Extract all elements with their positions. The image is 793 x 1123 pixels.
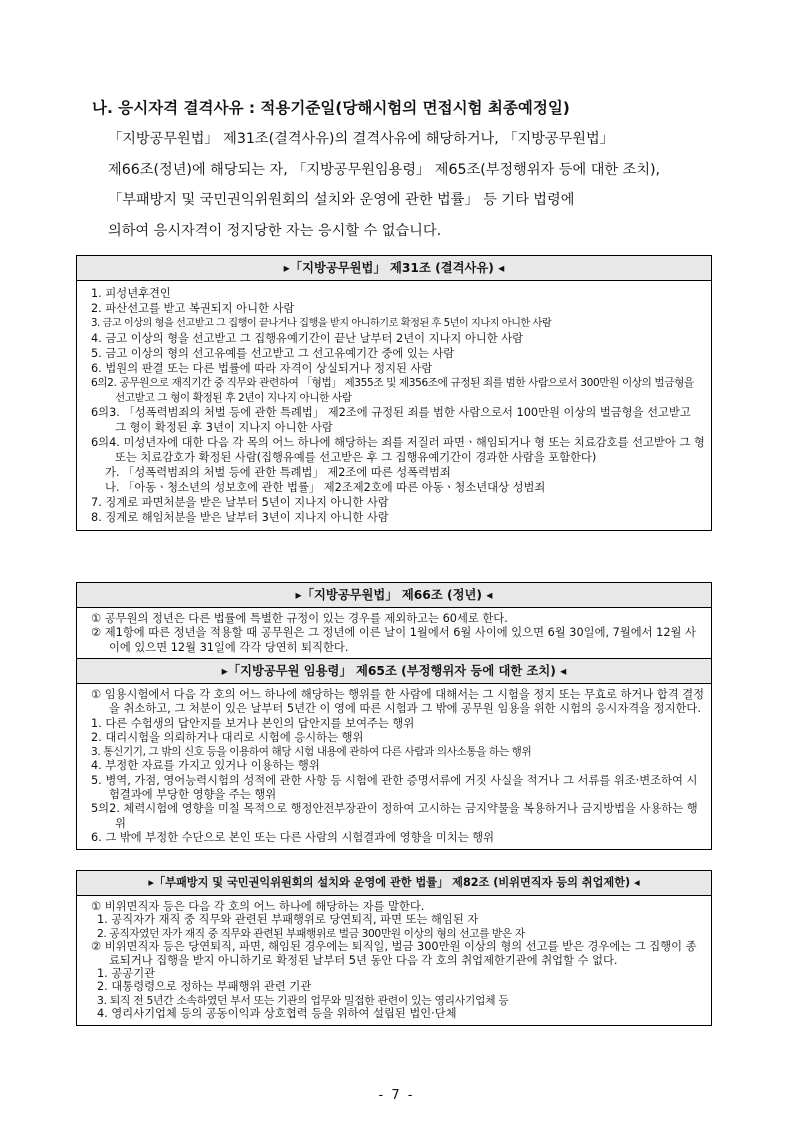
intro-line: 「지방공무원법」 제31조(결격사유)의 결격사유에 해당하거나, 「지방공무원법」 — [108, 131, 614, 147]
list-item: ① 비위면직자 등은 다음 각 호의 어느 하나에 해당하는 자를 말한다. — [91, 900, 425, 913]
list-item: 8. 징계로 해임처분을 받은 날부터 3년이 지나지 아니한 사람 — [91, 510, 389, 524]
list-item: 1. 다른 수험생의 답안지를 보거나 본인의 답안지를 보여주는 행위 — [91, 716, 415, 730]
list-item: 6의2. 공무원으로 재직기간 중 직무와 관련하여 「형법」 제355조 및 제356조에 규정된 죄를 범한 사람으로서 300만원 이상의 벌금형을 선고받고 그 형이 확정된 후 2년이 지나지 아니한 사람 — [91, 377, 694, 405]
list-item: 4. 금고 이상의 형을 선고받고 그 집행유예기간이 끝난 날부터 2년이 지나지 아니한 사람 — [91, 331, 524, 345]
list-item: 5. 병역, 가점, 영어능력시험의 성적에 관한 사항 등 시험에 관한 증명서류에 거짓 사실을 적거나 그 서류를 위조·변조하여 시험결과에 부당한 영향을 주는 행위 — [91, 773, 698, 802]
box-misconduct-measures — [76, 658, 712, 850]
box-body — [77, 684, 711, 849]
page-number: - 7 - — [378, 1088, 415, 1103]
box-title: ▸「지방공무원법」 제66조 (정년) ◂ — [77, 583, 711, 608]
list-item: 5의2. 체력시험에 영향을 미칠 목적으로 행정안전부장관이 정하여 고시하는 금지약물을 복용하거나 금지방법을 사용하는 행위 — [91, 802, 698, 830]
box-disqualification — [76, 255, 712, 531]
list-item: 6의3. 「성폭력범죄의 처벌 등에 관한 특례법」 제2조에 규정된 죄를 범한 사람으로서 100만원 이상의 벌금형을 선고받고 그 형이 확정된 후 3년이 지나지 아니한 사람 — [91, 406, 691, 435]
list-item: 2. 공직자였던 자가 재직 중 직무와 관련된 부패행위로 벌금 300만원 이상의 형의 선고를 받은 자 — [97, 926, 525, 940]
box-title: ▸「부패방지 및 국민권익위원회의 설치와 운영에 관한 법률」 제82조 (비위면직자 등의 취업제한) ◂ — [77, 871, 711, 896]
list-item: 7. 징계로 파면처분을 받은 날부터 5년이 지나지 아니한 사람 — [91, 495, 389, 509]
list-item: 3. 금고 이상의 형을 선고받고 그 집행이 끝나거나 집행을 받지 아니하기로 확정된 후 5년이 지나지 아니한 사람 — [91, 317, 552, 329]
intro-line: 제66조(정년)에 해당되는 자, 「지방공무원임용령」 제65조(부정행위자 등에 대한 조치), — [108, 161, 661, 178]
intro-line: 「부패방지 및 국민권익위원회의 설치와 운영에 관한 법률」 등 기타 법령에 — [108, 192, 575, 208]
list-item: ② 제1항에 따른 정년을 적용할 때 공무원은 그 정년에 이른 날이 1월에서 6월 사이에 있으면 6월 30일에, 7월에서 12월 사이에 있으면 12월 31일에 각각 당연히 퇴직한다. — [91, 626, 696, 654]
list-item: 2. 대리시험을 의뢰하거나 대리로 시험에 응시하는 행위 — [91, 730, 364, 744]
list-item: 6. 그 밖에 부정한 수단으로 본인 또는 다른 사람의 시험결과에 영향을 미치는 행위 — [91, 830, 495, 844]
box-retirement-age — [76, 582, 712, 660]
list-item: 3. 통신기기, 그 밖의 신호 등을 이용하여 해당 시험 내용에 관하여 다른 사람과 의사소통을 하는 행위 — [91, 746, 532, 759]
list-item: 2. 파산선고를 받고 복권되지 아니한 사람 — [91, 301, 295, 315]
list-item: 4. 부정한 자료를 가지고 있거나 이용하는 행위 — [91, 759, 320, 773]
list-item: 1. 공공기관 — [97, 967, 156, 981]
list-item: 3. 퇴직 전 5년간 소속하였던 부서 또는 기관의 업무와 밀접한 관련이 있는 영리사기업체 등 — [97, 993, 509, 1007]
intro-line: 의하여 응시자격이 정지당한 자는 응시할 수 없습니다. — [108, 222, 442, 239]
list-item: ① 공무원의 정년은 다른 법률에 특별한 규정이 있는 경우를 제외하고는 60세로 한다. — [91, 612, 508, 625]
list-item: 6. 법원의 판결 또는 다른 법률에 따라 자격이 상실되거나 정지된 사람 — [91, 361, 433, 375]
box-title: ▸「지방공무원 임용령」 제65조 (부정행위자 등에 대한 조치) ◂ — [77, 659, 711, 684]
section-heading: 나. 응시자격 결격사유 : 적용기준일(당해시험의 면접시험 최종예정일) — [92, 99, 570, 117]
list-item: 나. 「아동ㆍ청소년의 성보호에 관한 법률」 제2조제2호에 따른 아동ㆍ청소년대상 성범죄 — [105, 480, 546, 494]
list-item: 1. 공직자가 재직 중 직무와 관련된 부패행위로 당연퇴직, 파면 또는 해임된 자 — [97, 913, 479, 927]
box-body — [77, 896, 711, 1025]
box-body — [77, 281, 711, 530]
list-item: 1. 피성년후견인 — [91, 287, 171, 300]
list-item: 4. 영리사기업체 등의 공동이익과 상호협력 등을 위하여 설립된 법인·단체 — [97, 1007, 457, 1021]
list-item: 가. 「성폭력범죄의 처벌 등에 관한 특례법」 제2조에 따른 성폭력범죄 — [105, 465, 451, 479]
list-item: 5. 금고 이상의 형의 선고유예를 선고받고 그 선고유예기간 중에 있는 사람 — [91, 346, 455, 360]
list-item: ① 임용시험에서 다음 각 호의 어느 하나에 해당하는 행위를 한 사람에 대해서는 그 시험을 정지 또는 무효로 하거나 합격 결정을 취소하고, 그 처분이 있은 날부터 5년간 이 영에 따른 시험과 그 밖에 공무원 임용을 위한 시험의 응시자격을 정지한다. — [91, 688, 705, 716]
box-body — [77, 608, 711, 659]
box-employment-restriction — [76, 870, 712, 1026]
list-item: 2. 대통령령으로 정하는 부패행위 관련 기관 — [97, 980, 312, 994]
list-item: 6의4. 미성년자에 대한 다음 각 목의 어느 하나에 해당하는 죄를 저질러 파면ㆍ해임되거나 형 또는 치료감호를 선고받아 그 형 또는 치료감호가 확정된 사람(집행유예를 선고받은 후 그 집행유예기간이 경과한 사람을 포함한다) — [91, 436, 705, 464]
intro-paragraph — [108, 124, 730, 246]
list-item: ② 비위면직자 등은 당연퇴직, 파면, 해임된 경우에는 퇴직일, 벌금 300만원 이상의 형의 선고를 받은 경우에는 그 집행이 종료되거나 집행을 받지 아니하기로 확정된 날부터 5년 동안 다음 각 호의 취업제한기관에 취업할 수 없다. — [91, 940, 697, 967]
box-title: ▸「지방공무원법」 제31조 (결격사유) ◂ — [77, 256, 711, 281]
